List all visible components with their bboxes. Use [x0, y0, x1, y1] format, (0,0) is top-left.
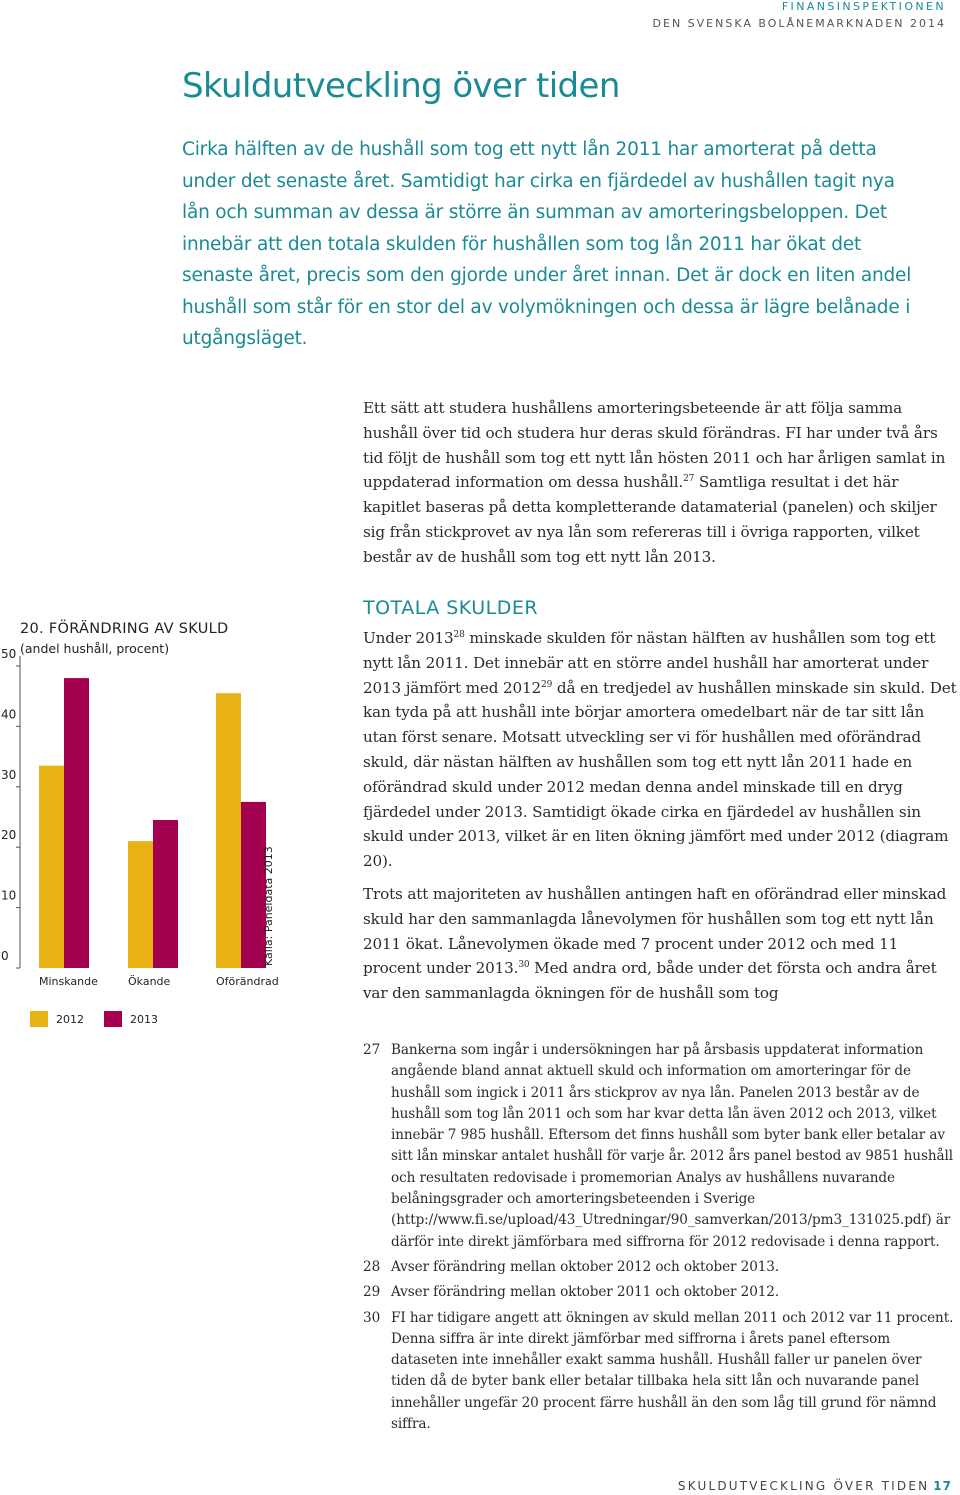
y-tick-label: 10	[1, 888, 17, 903]
bar-2013-ökande	[153, 820, 178, 968]
footnote-item: 30 FI har tidigare angett att ökningen av skuld mellan 2011 och 2012 var 11 procent. Denna siffra är inte direkt jämförbar med siffrorna i årets panel eftersom dataseten inte innehåller exakt samma hushåll. Hushåll faller ur panelen över tiden då de byter bank eller betalar tillbaka hela sitt lån och nuvarande panel innehåller ungefär 20 procent färre hushåll än den som låg till grund för nämnd siffra.	[363, 1309, 954, 1433]
footnote-item: 27 Bankerna som ingår i undersökningen har på årsbasis uppdaterat information angående bland annat aktuell skuld och information om amorteringar för de hushåll som ingick i 2011 års stickprov av nya lån. Panelen 2013 består av de hushåll som tog lån 2011 och som har kvar detta lån även 2012 och 2013, vilket innebär 7 985 hushåll. Eftersom det finns hushåll som byter bank eller betalar av sitt lån minskar antalet hushåll för varje år. 2012 års panel bestod av 9851 hushåll och resultaten redovisade i promemorian Analys av hushållens nuvarande belåningsgrader och amorteringsbeteenden i Sverige (http://www.fi.se/upload/43_Utredningar/90_samverkan/2013/pm3_131025.pdf) är därför inte direkt jämförbara med siffrorna för 2012 redovisade i denna rapport.	[363, 1042, 953, 1250]
legend-swatch	[104, 1011, 122, 1027]
x-category-label: Minskande	[39, 975, 98, 988]
footnote-ref: 28	[453, 630, 465, 640]
page-title: Skuldutveckling över tiden	[182, 66, 620, 106]
chart-title: 20. FÖRÄNDRING AV SKULD	[20, 621, 229, 637]
y-tick-label: 30	[1, 767, 17, 782]
legend-item-2012: 2012	[30, 1011, 84, 1027]
chart-subtitle: (andel hushåll, procent)	[20, 641, 170, 656]
y-tick-label: 40	[1, 707, 17, 722]
chart-legend	[30, 1011, 178, 1027]
x-category-label: Oförändrad	[216, 975, 279, 988]
body-paragraph-2: Under 2013$^{28}$ minskade skulden för nästan hälften av hushållen som tog ett nytt lån 2011. Det innebär att en större andel hushåll har amorterat under 2013 jämfört med 2012$^{29}$ då en tredjedel av hushållen minskade sin skuld. Det kan tyda på att hushåll inte börjar amortera omedelbart när de tar sitt lån utan först senare. Motsatt utveckling ser vi för hushållen med oförändrad skuld, där nästan hälften av hushållen som tog ett nytt lån 2011 hade en oförändrad skuld under 2012 medan denna andel minskade till en dryg fjärdedel under 2013. Samtidigt ökade cirka en fjärdedel av hushållen sin skuld under 2013, vilket är en liten ökning jämfört med under 2012 (diagram 20).	[363, 629, 957, 871]
y-tick-label: 20	[1, 828, 17, 843]
bar-chart	[0, 600, 300, 1000]
page-number: 17	[933, 1479, 952, 1493]
footnote-ref: 27	[683, 474, 695, 485]
y-tick-label: 50	[1, 647, 17, 661]
footer-label: SKULDUTVECKLING ÖVER TIDEN	[677, 1479, 930, 1493]
y-tick-label: 0	[1, 949, 9, 963]
legend-item-2013: 2013	[104, 1011, 158, 1027]
header-org: FINANSINSPEKTIONEN	[781, 0, 946, 13]
bar-2012-minskande	[39, 766, 64, 968]
page-footer	[678, 1479, 952, 1493]
bar-2012-ökande	[128, 841, 153, 968]
footnote-item: 29 Avser förändring mellan oktober 2011 och oktober 2012.	[363, 1284, 780, 1301]
header-report: DEN SVENSKA BOLÅNEMARKNADEN 2014	[652, 17, 946, 30]
legend-swatch	[30, 1011, 48, 1027]
footnote-ref: 29	[541, 679, 553, 690]
footnote-ref: 30	[518, 960, 530, 971]
chart-source: Källa: Paneldata 2013	[262, 846, 275, 966]
x-category-label: Ökande	[128, 975, 171, 988]
bar-2013-minskande	[64, 678, 89, 968]
footnotes	[363, 1040, 960, 1439]
lead-paragraph: Cirka hälften av de hushåll som tog ett nytt lån 2011 har amorterat på detta under det senaste året. Samtidigt har cirka en fjärdedel av hushållen tagit nya lån och summan av dessa är större än summan av amorteringsbeloppen. Det innebär att den totala skulden för hushållen som tog lån 2011 har ökat det senaste året, precis som den gjorde under året innan. Det är dock en liten andel hushåll som står för en stor del av volymökningen och dessa är lägre belånade i utgångsläget.	[182, 139, 912, 349]
body-paragraph-1: Ett sätt att studera hushållens amorteringsbeteende är att följa samma hushåll över tid och studera hur deras skuld förändras. FI har under två års tid följt de hushåll som tog ett nytt lån hösten 2011 och har årligen samlat in uppdaterad information om dessa hushåll.$^{27}$ Samtliga resultat i det här kapitlet baseras på detta kompletterande datamaterial (panelen) och skiljer sig från stickprovet av nya lån som refereras till i övriga rapporten, vilket består av de hushåll som tog ett nytt lån 2013.	[363, 399, 946, 566]
body-paragraph-3: Trots att majoriteten av hushållen antingen haft en oförändrad eller minskad skuld har den sammanlagda lånevolymen för hushållen som tog ett nytt lån 2011 ökat. Lånevolymen ökade med 7 procent under 2012 och med 11 procent under 2013.30 Med andra ord, både under det första och andra året var den sammanlagda ökningen för de hushåll som tog	[363, 885, 947, 1003]
section-heading: TOTALA SKULDER	[363, 597, 539, 619]
footnote-item: 28 Avser förändring mellan oktober 2012 och oktober 2013.	[363, 1258, 780, 1275]
bar-2012-oförändrad	[216, 693, 241, 968]
